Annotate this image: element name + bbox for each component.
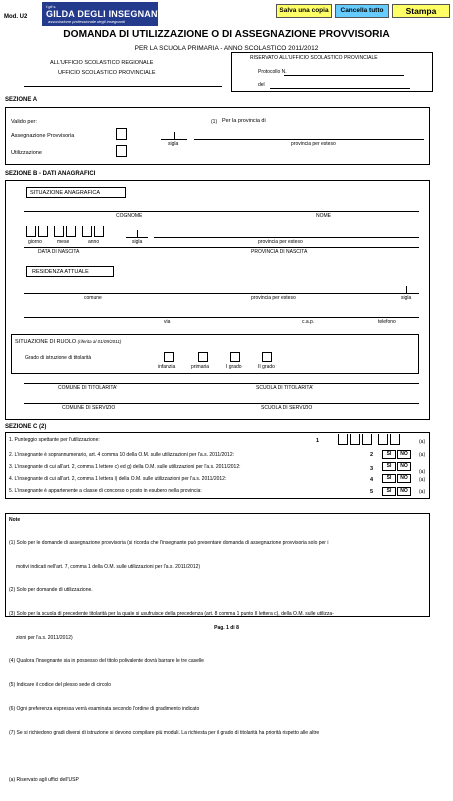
protocol-field[interactable] <box>284 75 404 76</box>
item-3-num: 3 <box>370 466 374 472</box>
year-cell-1[interactable] <box>82 226 92 237</box>
infanzia-checkbox[interactable] <box>164 352 174 362</box>
primaria-label: primaria <box>191 364 210 370</box>
province-full-label: provincia per esteso <box>291 141 336 147</box>
birth-province-field[interactable] <box>154 237 419 238</box>
del-label: del <box>258 82 265 88</box>
utilizzazione-label: Utilizzazione <box>11 150 42 156</box>
note-line: (a) Riservato agli uffici dell'USP <box>9 776 79 783</box>
print-button[interactable]: Stampa <box>392 4 450 18</box>
address-line-1[interactable] <box>24 293 419 294</box>
recipient-line[interactable] <box>24 86 222 87</box>
comune-label: comune <box>84 295 102 301</box>
item-4-no[interactable]: NO <box>397 474 411 483</box>
recipient-line-2: UFFICIO SCOLASTICO PROVINCIALE <box>58 70 156 76</box>
province-full-field[interactable] <box>194 139 424 140</box>
section-b-box <box>5 180 430 420</box>
ruolo-box <box>11 334 419 374</box>
note-line: zioni per l'a.s. 2011/2012) <box>9 634 73 641</box>
address-line-2[interactable] <box>24 317 419 318</box>
page-subtitle: PER LA SCUOLA PRIMARIA - ANNO SCOLASTICO 2011/2012 <box>134 45 319 52</box>
clear-all-button[interactable]: Cancella tutto <box>335 4 389 18</box>
item-2-num: 2 <box>370 452 374 458</box>
item-4-note: (a) <box>419 477 426 483</box>
birth-sigla-field[interactable] <box>126 237 148 238</box>
ruolo-title-text: SITUAZIONE DI RUOLO <box>15 339 77 345</box>
item-2-si[interactable]: SI <box>382 450 396 459</box>
giorno-label: giorno <box>28 239 42 245</box>
cap-label: c.a.p. <box>302 319 315 325</box>
primaria-checkbox[interactable] <box>198 352 208 362</box>
note-line: (4) Qualora l'insegnante sia in possesso del titolo polivalente dovrà barrare le tre caselle <box>9 658 204 665</box>
section-c-title: SEZIONE C (2) <box>5 424 47 430</box>
page-title: DOMANDA DI UTILIZZAZIONE O DI ASSEGNAZIONE PROVVISORIA <box>63 29 390 40</box>
sigla-divider <box>174 132 175 139</box>
res-title: RESIDENZA ATTUALE <box>32 269 89 275</box>
province-sigla-field[interactable] <box>161 139 187 140</box>
note-line: (2) Solo per domande di utilizzazione. <box>9 587 93 594</box>
res-sigla-divider <box>406 286 407 293</box>
score-cell-1[interactable] <box>338 434 348 445</box>
res-title-box <box>26 266 114 277</box>
anno-label: anno <box>88 239 100 245</box>
note-line: motivi indicati nell'art. 7, comma 1 della O.M. sulle utilizzazioni per l'a.s. 2011/2012) <box>9 563 201 570</box>
via-label: via <box>164 319 171 325</box>
nome-label: NOME <box>316 213 331 219</box>
ruolo-date: (riferita al 01/09/2011) <box>77 339 122 344</box>
item-2-note: (a) <box>419 452 426 458</box>
assegnazione-label: Assegnazione Provvisoria <box>11 133 75 139</box>
reserved-title: RISERVATO ALL'UFFICIO SCOLASTICO PROVINCIALE <box>250 55 378 61</box>
item-3-note: (a) <box>419 469 426 475</box>
res-sigla-label: sigla <box>401 295 412 301</box>
note-ref-1: (1) <box>211 119 218 125</box>
birth-sigla-label: sigla <box>132 239 143 245</box>
del-field[interactable] <box>270 88 410 89</box>
grado1-checkbox[interactable] <box>230 352 240 362</box>
save-copy-button[interactable]: Salva una copia <box>276 4 332 18</box>
item-5-no[interactable]: NO <box>397 487 411 496</box>
item-5-si[interactable]: SI <box>382 487 396 496</box>
note-line <box>9 753 334 761</box>
form-code: Mod. U2 <box>4 14 28 20</box>
servizio-field[interactable] <box>24 403 419 404</box>
anag-title-box <box>26 187 126 198</box>
item-4-si[interactable]: SI <box>382 474 396 483</box>
utilizzazione-checkbox[interactable] <box>116 145 127 157</box>
recipient-line-1: ALL'UFFICIO SCOLASTICO REGIONALE <box>50 60 154 66</box>
birth-separator <box>24 247 419 248</box>
protocol-label: Protocollo N. <box>258 69 287 75</box>
item-1-num: 1 <box>316 438 320 444</box>
telefono-label: telefono <box>378 319 396 325</box>
page-number: Pag. 1 di 8 <box>214 625 239 631</box>
valid-for-label: Valido per: <box>11 119 37 125</box>
score-cell-3[interactable] <box>362 434 372 445</box>
note-line: (5) Indicare il codice del plesso sede di circolo <box>9 682 111 689</box>
cognome-label: COGNOME <box>116 213 143 219</box>
name-field[interactable] <box>24 211 419 212</box>
note-line: (7) Se si richiedono gradi diversi di istruzione si devono compilare più moduli. La richiesta per il grado di titolarità ha priorità rispetto alle altre <box>9 729 320 736</box>
grado1-label: I grado <box>226 364 242 370</box>
item-1-text: 1. Punteggio spettante per l'utilizzazione: <box>9 437 100 443</box>
comune-tit-label: COMUNE DI TITOLARITA' <box>58 385 118 391</box>
titolarita-field[interactable] <box>24 383 419 384</box>
sigla-label: sigla <box>168 141 179 147</box>
note-line: (3) Solo per la scuola di precedente titolarità per la quale si usufruisce della precedenza (art. 8 comma 1 punto II lettera c), della O.M. sulle utilizza- <box>9 610 334 617</box>
infanzia-label: infanzia <box>158 364 176 370</box>
item-4-num: 4 <box>370 477 374 483</box>
section-a-box <box>5 107 430 165</box>
anag-title: SITUAZIONE ANAGRAFICA <box>30 190 100 196</box>
day-cell-1[interactable] <box>26 226 36 237</box>
grado2-label: II grado <box>258 364 275 370</box>
item-3-no[interactable]: NO <box>397 462 411 471</box>
birth-province-full-label: provincia per esteso <box>258 239 303 245</box>
section-a-title: SEZIONE A <box>5 97 38 103</box>
res-province-label: provincia per esteso <box>251 295 296 301</box>
province-label: Per la provincia di <box>222 118 266 124</box>
item-3-text: 3. L'insegnante di cui all'art. 2, comma 1 lettere c) ed g) della O.M. sulle utilizzazioni per l'a.s. 2011/2012: <box>9 464 241 470</box>
grado-label: Grado di istruzione di titolarità <box>25 355 92 361</box>
item-5-note: (a) <box>419 489 426 495</box>
comune-serv-label: COMUNE DI SERVIZIO <box>62 405 116 411</box>
assegnazione-checkbox[interactable] <box>116 128 127 140</box>
item-3-si[interactable]: SI <box>382 462 396 471</box>
birth-prov-label: PROVINCIA DI NASCITA <box>251 249 308 255</box>
year-cell-2[interactable] <box>94 226 104 237</box>
scuola-serv-label: SCUOLA DI SERVIZIO <box>261 405 313 411</box>
item-1-note: (a) <box>419 439 426 445</box>
grado2-checkbox[interactable] <box>262 352 272 362</box>
note-line: (1) Solo per le domande di assegnazione provvisoria (si ricorda che l'insegnante può presentare domanda di assegnazione provvisoria solo per i <box>9 539 329 546</box>
section-b-title: SEZIONE B - DATI ANAGRAFICI <box>5 171 96 177</box>
score-cell-4[interactable] <box>378 434 388 445</box>
day-cell-2[interactable] <box>38 226 48 237</box>
item-2-text: 2. L'insegnante è soprannumerario, art. 4 comma 10 della O.M. sulle utilizzazioni per l'a.s. 2011/2012: <box>9 452 234 458</box>
score-cell-5[interactable] <box>390 434 400 445</box>
mese-label: mese <box>57 239 70 245</box>
scuola-tit-label: SCUOLA DI TITOLARITA' <box>256 385 314 391</box>
gilda-logo: f.gil.s. GILDA DEGLI INSEGNANTI associazione professionale degli insegnanti <box>42 2 158 26</box>
item-5-num: 5 <box>370 489 374 495</box>
birth-sigla-divider <box>137 230 138 237</box>
notes-title: Note <box>9 517 21 523</box>
score-cell-2[interactable] <box>350 434 360 445</box>
ruolo-title <box>15 339 121 346</box>
reserved-box <box>231 52 433 92</box>
notes-list <box>9 524 334 801</box>
month-cell-1[interactable] <box>54 226 64 237</box>
section-c-box <box>5 432 430 499</box>
item-5-text: 5. L'insegnante è appartenente a classe di concorso o posto in esubero nella provincia: <box>9 488 202 494</box>
item-4-text: 4. L'insegnante di cui all'art. 2, comma 1 lettera i) della O.M. sulle utilizzazioni per l'a.s. 2011/2012: <box>9 476 227 482</box>
note-line: (6) Ogni preferenza espressa verrà esaminata secondo l'ordine di gradimento indicato <box>9 705 200 712</box>
month-cell-2[interactable] <box>66 226 76 237</box>
birth-date-label: DATA DI NASCITA <box>38 249 80 255</box>
item-2-no[interactable]: NO <box>397 450 411 459</box>
